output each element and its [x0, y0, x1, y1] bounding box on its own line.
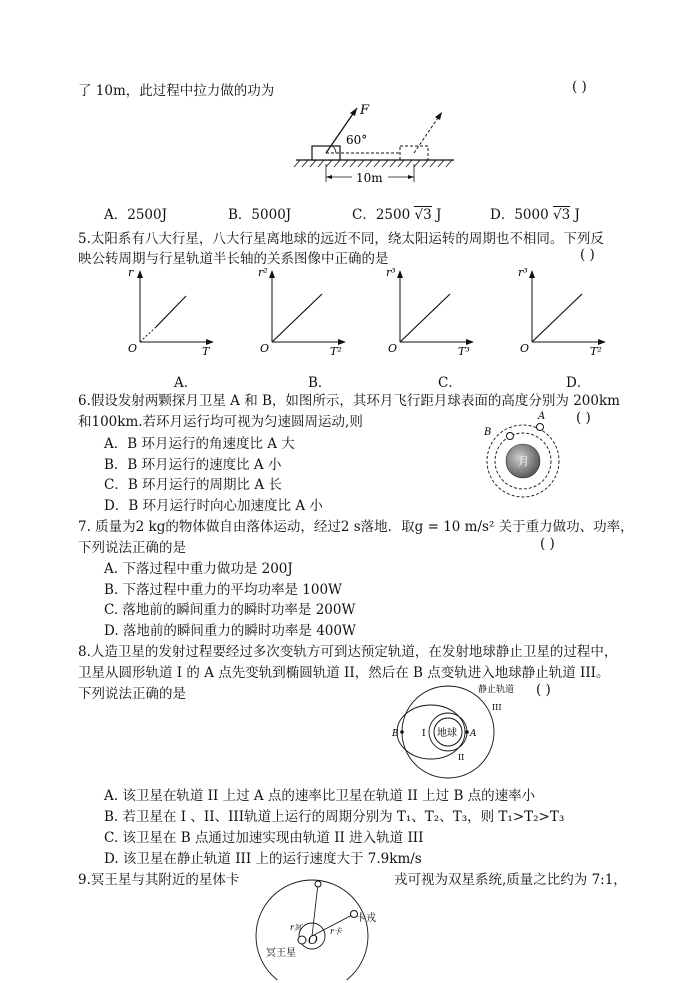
- graph-d-origin: O: [520, 342, 530, 355]
- q7-option-c: C. 落地前的瞬间重力的瞬时功率是 200W: [104, 602, 356, 618]
- q8-option-a: A. 该卫星在轨道 II 上过 A 点的速率比卫星在轨道 II 上过 B 点的速率小: [104, 788, 536, 804]
- q9-stem-right: 戎可视为双星系统,质量之比约为 7:1，: [394, 872, 627, 888]
- q8-stem-line3: 下列说法正确的是: [78, 686, 186, 702]
- orbit-ii-label: II: [458, 753, 465, 762]
- q4-option-d: D．5000 √3 J: [490, 207, 580, 223]
- center-label: O: [308, 933, 318, 947]
- graph-c-x-label: T³: [458, 345, 470, 358]
- q5-graph-b-label: B．: [308, 375, 332, 391]
- graph-a-origin: O: [128, 342, 138, 355]
- label-b: B: [392, 729, 399, 739]
- q5-graph-c-label: C．: [438, 375, 462, 391]
- orbit-iii-label: III: [492, 703, 502, 712]
- q5-answer-paren: ( ): [580, 247, 595, 263]
- q5-stem-line2: 映公转周期与行星轨道半长轴的关系图像中正确的是: [78, 251, 389, 267]
- graph-b-y-label: r²: [258, 266, 268, 279]
- q5-stem-line1: 5.太阳系有八大行星，八大行星离地球的远近不同，绕太阳运转的周期也不相同。下列反: [78, 231, 604, 247]
- q6-stem-line2: 和100km.若环月运行均可视为匀速圆周运动,则: [78, 414, 363, 430]
- q6-option-b: B．B 环月运行的速度比 A 小: [104, 457, 282, 473]
- orbit-i-label: I: [422, 729, 426, 739]
- q4-option-a: A．2500J: [104, 207, 168, 223]
- q5-graph-d-label: D．: [566, 375, 591, 391]
- q4-figure: [290, 100, 460, 188]
- graph-b-origin: O: [260, 342, 270, 355]
- q6-option-c: C．B 环月运行的周期比 A 长: [104, 477, 282, 493]
- q6-option-d: D．B 环月运行时向心加速度比 A 小: [104, 498, 323, 514]
- moon-label: 月: [518, 455, 529, 468]
- label-a: A: [470, 729, 477, 739]
- q5-graph-d: [512, 262, 612, 360]
- q7-option-b: B. 下落过程中重力的平均功率是 100W: [104, 582, 342, 598]
- force-label: F: [360, 103, 370, 118]
- q6-stem-line1: 6.假设发射两颗探月卫星 A 和 B，如图所示，其环月飞行距月球表面的高度分别为 200km: [78, 393, 620, 409]
- distance-label: 10m: [356, 171, 383, 185]
- graph-d-y-label: r³: [518, 266, 528, 279]
- q6-answer-paren: ( ): [576, 410, 591, 426]
- q4-option-b: B．5000J: [228, 207, 292, 223]
- q6-figure: [476, 408, 576, 508]
- q5-graph-c: [380, 262, 480, 360]
- q9-figure: [250, 872, 380, 980]
- point-a: [465, 730, 469, 734]
- q8-stem-line1: 8.人造卫星的发射过程要经过多次变轨方可到达预定轨道，在发射地球静止卫星的过程中，: [78, 644, 618, 660]
- q5-graph-a: [120, 262, 220, 360]
- satellite-a: [537, 424, 544, 431]
- q8-option-b: B. 若卫星在 I 、II、III轨道上运行的周期分别为 T₁、T₂、T₃，则 T₁>T₂>T₃: [104, 809, 565, 825]
- pluto: [298, 936, 306, 944]
- satellite-b: [507, 433, 514, 440]
- top-marker: [315, 881, 321, 887]
- q7-stem-line2: 下列说法正确的是: [78, 540, 186, 556]
- q4-stem: 了 10m，此过程中拉力做的功为: [78, 83, 275, 99]
- charon-label: 卡戎: [356, 913, 376, 924]
- graph-b-x-label: T²: [330, 345, 342, 358]
- r-pluto-label: r冥: [290, 923, 302, 932]
- graph-d-x-label: T²: [590, 345, 602, 358]
- graph-a-x-label: T: [202, 345, 210, 358]
- label-b: B: [484, 427, 492, 438]
- point-b: [400, 730, 404, 734]
- earth-label: 地球: [437, 728, 457, 739]
- q8-option-d: D. 该卫星在静止轨道 III 上的运行速度大于 7.9km/s: [104, 851, 422, 867]
- r-charon-label: r卡: [330, 927, 342, 936]
- q9-stem-left: 9.冥王星与其附近的星体卡: [78, 872, 240, 888]
- q5-graph-a-label: A．: [174, 375, 198, 391]
- graph-a-y-label: r: [128, 266, 134, 279]
- q7-stem-line1: 7. 质量为2 kg的物体做自由落体运动，经过2 s落地．取g = 10 m/s² 关于重力做功、功率，: [78, 519, 634, 535]
- q8-stem-line2: 卫星从圆形轨道 I 的 A 点先变轨到椭圆轨道 II，然后在 B 点变轨进入地球静止轨道 III。: [78, 665, 610, 681]
- q4-answer-paren: ( ): [572, 79, 587, 95]
- q6-option-a: A．B 环月运行的角速度比 A 大: [104, 436, 295, 452]
- q8-figure: [392, 682, 522, 782]
- q8-answer-paren: ( ): [536, 682, 551, 698]
- q4-option-c: C．2500 √3 J: [352, 207, 442, 223]
- label-a: A: [538, 411, 546, 422]
- angle-label: 60°: [346, 133, 368, 147]
- q8-option-c: C. 该卫星在 B 点通过加速实现由轨道 II 进入轨道 III: [104, 830, 424, 846]
- q5-graph-b: [252, 262, 352, 360]
- graph-c-origin: O: [388, 342, 398, 355]
- static-orbit-label: 静止轨道: [478, 685, 515, 695]
- q7-option-d: D. 落地前的瞬间重力的瞬时功率是 400W: [104, 623, 356, 639]
- q7-option-a: A. 下落过程中重力做功是 200J: [104, 561, 293, 577]
- graph-c-y-label: r³: [386, 266, 396, 279]
- q7-answer-paren: ( ): [540, 536, 555, 552]
- pluto-label: 冥王星: [266, 948, 296, 959]
